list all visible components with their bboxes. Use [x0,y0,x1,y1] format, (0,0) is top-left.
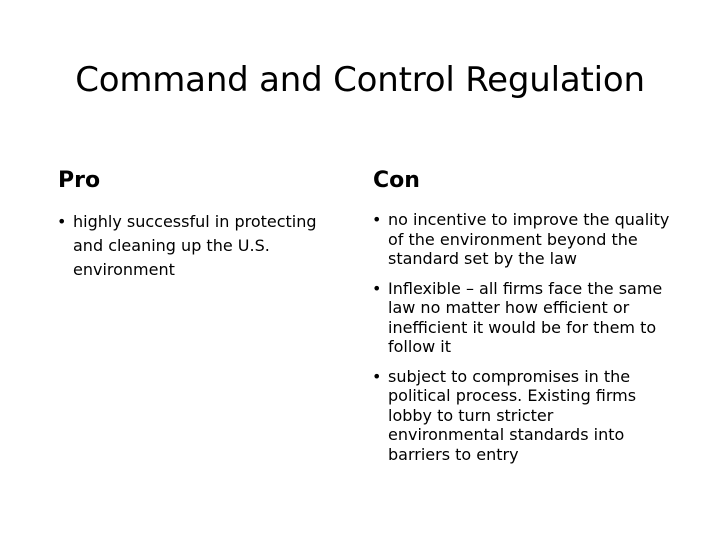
con-item: • subject to compromises in the political process. Existing firms lobby to turn stricter environmental standards into barriers to entry [371,367,671,465]
pro-column [56,168,346,282]
pro-list [56,210,346,282]
con-item: • Inflexible – all firms face the same law no matter how efficient or inefficient it would be for them to follow it [371,279,671,357]
con-item: • no incentive to improve the quality of the environment beyond the standard set by the law [371,210,671,269]
con-column [371,168,671,474]
con-heading: Con [373,168,420,193]
con-list [371,210,671,464]
slide-title: Command and Control Regulation [75,60,645,100]
pro-heading: Pro [58,168,101,193]
pro-item: • highly successful in protecting and cleaning up the U.S. environment [56,210,346,282]
